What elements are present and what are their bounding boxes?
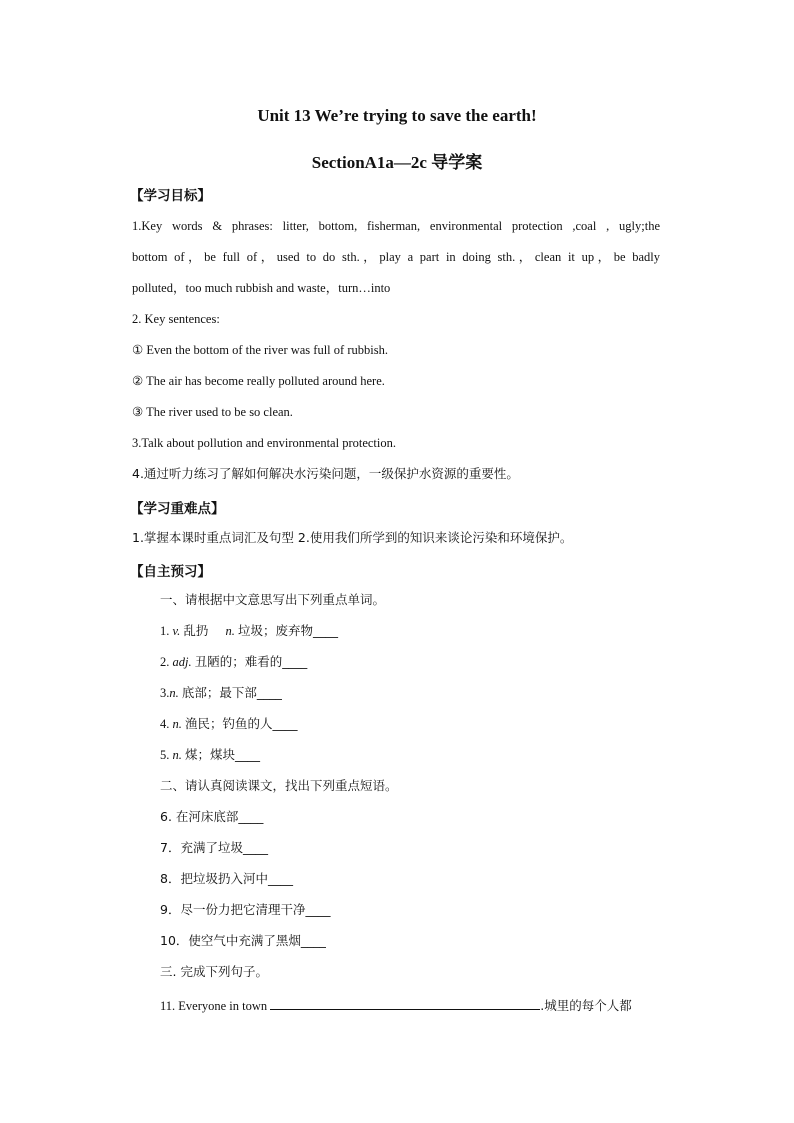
keypoints-heading: 【学习重难点】 [130,501,225,517]
word-item-5 [160,747,260,763]
word-item-2 [160,654,307,670]
word-2-meaning: 丑陋的；难看的____ [194,654,308,669]
preview-part3: 三. 完成下列句子。 [160,964,268,979]
word-1-meaning: 乱扔 [183,623,209,638]
preview-heading: 【自主预习】 [130,564,211,580]
goals-item2: 2. Key sentences: [132,312,220,326]
word-3-meaning: 底部；最下部____ [181,685,282,700]
goals-item4: 4.通过听力练习了解如何解决水污染问题，一级保护水资源的重要性。 [132,466,519,481]
word-4-number: 4. [160,717,170,731]
word-4-meaning: 渔民；钓鱼的人____ [185,716,298,731]
document-subtitle: SectionA1a—2c 导学案 [311,153,483,172]
word-1-meaning2: 垃圾；废弃物____ [238,623,339,638]
sentence-item-11 [160,997,632,1014]
word-item-4 [160,716,298,732]
key-sentence-3: ③ The river used to be so clean. [132,405,293,419]
goals-item1-line2: bottom of，be full of，used to do sth.，play a part in doing sth.，clean it up，be badly [132,250,660,264]
preview-part2: 二、请认真阅读课文，找出下列重点短语。 [160,778,398,793]
sentence-11-end: .城里的每个人都 [540,998,632,1013]
word-3-pos: n. [169,686,179,700]
word-item-3 [160,685,282,701]
word-2-pos: adj. [172,655,192,669]
goals-item1-line3: polluted，too much rubbish and waste，turn…into [132,281,391,295]
word-4-pos: n. [172,717,182,731]
word-2-number: 2. [160,655,170,669]
phrase-item-10: 10．使空气中充满了黑烟____ [160,933,326,948]
word-1-number: 1. [160,624,170,638]
goals-heading: 【学习目标】 [130,188,211,204]
word-item-1 [160,623,338,639]
word-5-number: 5. [160,748,170,762]
sentence-11-blank[interactable] [270,997,540,1010]
goals-item3: 3.Talk about pollution and environmental protection. [132,436,396,450]
sentence-11-start: 11. Everyone in town [160,999,268,1013]
word-1-pos2: n. [225,624,235,638]
document-title: Unit 13 We’re trying to save the earth! [257,106,537,125]
phrase-item-9: 9．尽一份力把它清理干净____ [160,902,331,917]
keypoints-text: 1.掌握本课时重点词汇及句型 2.使用我们所学到的知识来谈论污染和环境保护。 [132,530,573,545]
goals-item1-line1: 1.Key words & phrases: litter, bottom, fisherman, environmental protection ,coal , ugly;the [132,219,660,233]
word-3-number: 3. [160,686,170,700]
key-sentence-1: ① Even the bottom of the river was full of rubbish. [132,343,388,357]
phrase-item-7: 7．充满了垃圾____ [160,840,268,855]
word-5-pos: n. [172,748,182,762]
key-sentence-2: ② The air has become really polluted around here. [132,374,385,388]
word-5-meaning: 煤；煤块____ [185,747,261,762]
preview-part1: 一、请根据中文意思写出下列重点单词。 [160,592,386,607]
phrase-item-6: 6. 在河床底部____ [160,809,264,824]
word-1-pos: v. [172,624,181,638]
phrase-item-8: 8．把垃圾扔入河中____ [160,871,293,886]
